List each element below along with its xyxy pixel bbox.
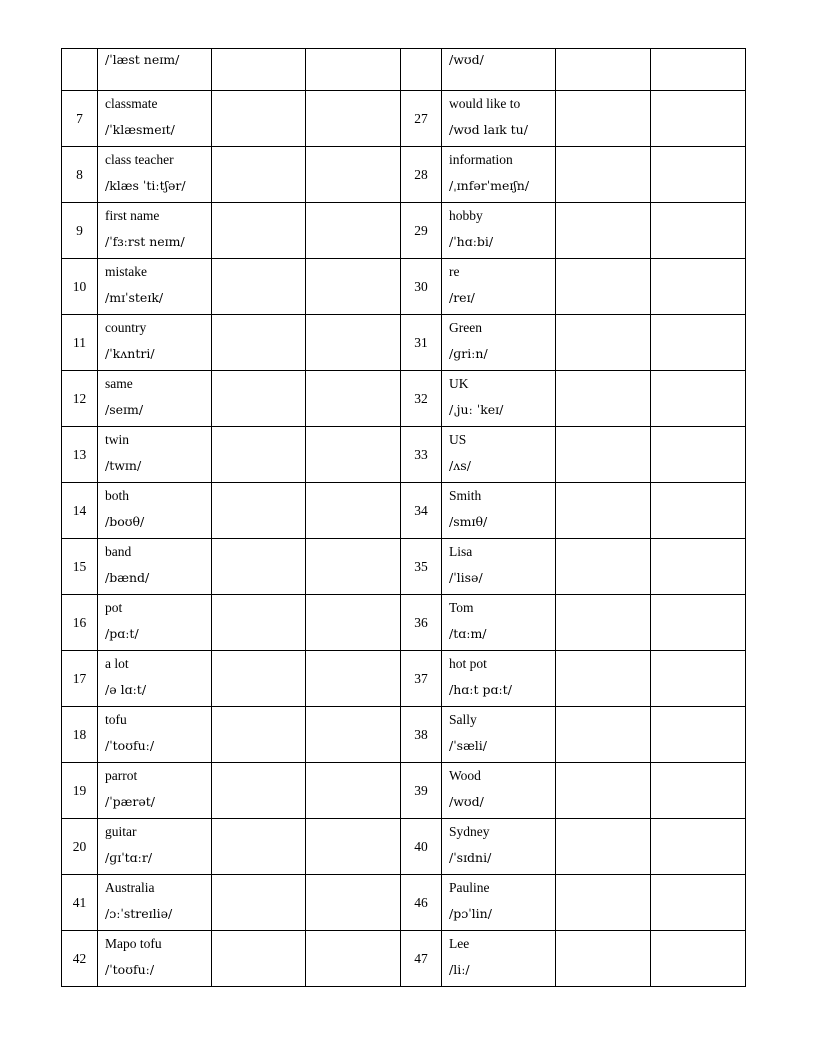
table-row <box>62 707 746 763</box>
item-number: 42 <box>72 950 87 966</box>
word-text: Lee <box>449 936 470 951</box>
phonetic-text: /wʊd/ <box>449 794 484 809</box>
word-text: tofu <box>105 712 127 727</box>
answer-cell <box>306 483 401 539</box>
item-number: 39 <box>414 782 428 798</box>
answer-cell <box>651 427 746 483</box>
table-row <box>62 483 746 539</box>
word-text: same <box>105 376 133 391</box>
left-number-cell <box>62 595 98 651</box>
phonetic-text: /ˈkʌntri/ <box>105 346 155 361</box>
answer-cell <box>651 539 746 595</box>
answer-cell <box>556 483 651 539</box>
word-text: first name <box>105 208 160 223</box>
left-number-cell <box>62 875 98 931</box>
item-number: 32 <box>414 390 428 406</box>
right-number-cell <box>401 49 442 91</box>
answer-cell <box>306 931 401 987</box>
word-text: Tom <box>449 600 474 615</box>
item-number: 47 <box>414 950 428 966</box>
item-number: 8 <box>76 166 83 182</box>
right-number-cell <box>401 651 442 707</box>
answer-cell <box>651 707 746 763</box>
word-text: classmate <box>105 96 158 111</box>
table-row <box>62 49 746 91</box>
left-word-cell <box>98 539 212 595</box>
right-word-cell <box>442 819 556 875</box>
word-text: hot pot <box>449 656 487 671</box>
answer-cell <box>651 595 746 651</box>
right-word-cell <box>442 91 556 147</box>
table-row <box>62 147 746 203</box>
answer-cell <box>651 931 746 987</box>
item-number: 36 <box>414 614 428 630</box>
answer-cell <box>306 539 401 595</box>
left-number-cell <box>62 49 98 91</box>
phonetic-text: /ˌjuː ˈkeɪ/ <box>449 402 504 417</box>
right-number-cell <box>401 763 442 819</box>
answer-cell <box>651 203 746 259</box>
answer-cell <box>556 875 651 931</box>
word-text: guitar <box>105 824 137 839</box>
item-number: 35 <box>414 558 428 574</box>
phonetic-text: /smɪθ/ <box>449 514 488 529</box>
table-row <box>62 203 746 259</box>
item-number: 13 <box>72 446 87 462</box>
word-text: class teacher <box>105 152 174 167</box>
right-number-cell <box>401 483 442 539</box>
answer-cell <box>212 427 306 483</box>
right-number-cell <box>401 147 442 203</box>
right-word-cell <box>442 427 556 483</box>
table-row <box>62 819 746 875</box>
word-text: hobby <box>449 208 483 223</box>
left-word-cell <box>98 707 212 763</box>
phonetic-text: /twɪn/ <box>105 458 142 473</box>
left-word-cell <box>98 49 212 91</box>
phonetic-text: /ˈlæst neɪm/ <box>105 52 180 67</box>
item-number: 31 <box>414 334 428 350</box>
left-word-cell <box>98 819 212 875</box>
left-number-cell <box>62 931 98 987</box>
right-number-cell <box>401 203 442 259</box>
left-word-cell <box>98 371 212 427</box>
item-number: 15 <box>72 558 87 574</box>
answer-cell <box>212 147 306 203</box>
phonetic-text: /ˈhɑːbi/ <box>449 234 494 249</box>
answer-cell <box>556 259 651 315</box>
answer-cell <box>651 483 746 539</box>
answer-cell <box>212 49 306 91</box>
left-word-cell <box>98 483 212 539</box>
item-number: 17 <box>72 670 87 686</box>
table-row <box>62 371 746 427</box>
answer-cell <box>306 819 401 875</box>
word-text: a lot <box>105 656 129 671</box>
answer-cell <box>651 651 746 707</box>
answer-cell <box>556 539 651 595</box>
answer-cell <box>651 819 746 875</box>
item-number: 9 <box>76 222 83 238</box>
item-number: 16 <box>72 614 87 630</box>
phonetic-text: /ɡriːn/ <box>449 346 488 361</box>
answer-cell <box>556 91 651 147</box>
answer-cell <box>556 371 651 427</box>
right-number-cell <box>401 427 442 483</box>
phonetic-text: /pɔˈlin/ <box>449 906 492 921</box>
answer-cell <box>556 819 651 875</box>
answer-cell <box>306 595 401 651</box>
item-number: 11 <box>73 334 86 350</box>
phonetic-text: /hɑːt pɑːt/ <box>449 682 512 697</box>
item-number: 37 <box>414 670 428 686</box>
answer-cell <box>306 763 401 819</box>
table-row <box>62 539 746 595</box>
right-word-cell <box>442 763 556 819</box>
word-text: Sydney <box>449 824 490 839</box>
answer-cell <box>306 427 401 483</box>
table-row <box>62 427 746 483</box>
right-number-cell <box>401 91 442 147</box>
vocabulary-table <box>61 48 746 987</box>
table-row <box>62 931 746 987</box>
left-number-cell <box>62 315 98 371</box>
answer-cell <box>556 203 651 259</box>
left-word-cell <box>98 315 212 371</box>
right-word-cell <box>442 371 556 427</box>
word-text: mistake <box>105 264 147 279</box>
left-word-cell <box>98 91 212 147</box>
answer-cell <box>306 707 401 763</box>
item-number: 18 <box>72 726 87 742</box>
word-text: Australia <box>105 880 155 895</box>
right-word-cell <box>442 203 556 259</box>
phonetic-text: /ˈpærət/ <box>105 794 156 809</box>
answer-cell <box>212 875 306 931</box>
left-word-cell <box>98 763 212 819</box>
word-text: UK <box>449 376 469 391</box>
left-word-cell <box>98 259 212 315</box>
left-number-cell <box>62 539 98 595</box>
phonetic-text: /ˈlisə/ <box>449 570 483 585</box>
right-word-cell <box>442 539 556 595</box>
phonetic-text: /wʊd laɪk tu/ <box>449 122 528 137</box>
phonetic-text: /seɪm/ <box>105 402 144 417</box>
item-number: 46 <box>414 894 428 910</box>
word-text: Green <box>449 320 482 335</box>
word-text: Sally <box>449 712 477 727</box>
answer-cell <box>556 49 651 91</box>
answer-cell <box>651 371 746 427</box>
phonetic-text: /ɡɪˈtɑːr/ <box>105 850 153 865</box>
left-word-cell <box>98 427 212 483</box>
word-text: parrot <box>105 768 138 783</box>
answer-cell <box>212 203 306 259</box>
answer-cell <box>212 483 306 539</box>
table-row <box>62 651 746 707</box>
answer-cell <box>651 259 746 315</box>
item-number: 29 <box>414 222 428 238</box>
left-word-cell <box>98 651 212 707</box>
answer-cell <box>556 707 651 763</box>
right-number-cell <box>401 707 442 763</box>
item-number: 41 <box>72 894 87 910</box>
right-word-cell <box>442 931 556 987</box>
answer-cell <box>306 91 401 147</box>
left-number-cell <box>62 483 98 539</box>
answer-cell <box>212 931 306 987</box>
phonetic-text: /ɔːˈstreɪliə/ <box>105 906 173 921</box>
phonetic-text: /ˈtoʊfuː/ <box>105 962 155 977</box>
left-number-cell <box>62 259 98 315</box>
item-number: 7 <box>76 110 83 126</box>
right-word-cell <box>442 49 556 91</box>
phonetic-text: /ʌs/ <box>449 458 471 473</box>
phonetic-text: /ˈsɪdni/ <box>449 850 492 865</box>
phonetic-text: /tɑːm/ <box>449 626 487 641</box>
answer-cell <box>651 91 746 147</box>
answer-cell <box>556 147 651 203</box>
left-number-cell <box>62 371 98 427</box>
answer-cell <box>556 595 651 651</box>
item-number: 12 <box>72 390 87 406</box>
right-word-cell <box>442 651 556 707</box>
word-text: Wood <box>449 768 481 783</box>
word-text: twin <box>105 432 130 447</box>
word-text: re <box>449 264 460 279</box>
word-text: pot <box>105 600 123 615</box>
phonetic-text: /ˈfɜːrst neɪm/ <box>105 234 185 249</box>
phonetic-text: /ˌɪnfərˈmeɪʃn/ <box>449 178 530 193</box>
table-row <box>62 875 746 931</box>
item-number: 14 <box>72 502 87 518</box>
phonetic-text: /mɪˈsteɪk/ <box>105 290 164 305</box>
left-number-cell <box>62 147 98 203</box>
word-text: both <box>105 488 130 503</box>
right-word-cell <box>442 707 556 763</box>
answer-cell <box>306 203 401 259</box>
answer-cell <box>212 763 306 819</box>
left-number-cell <box>62 203 98 259</box>
answer-cell <box>651 763 746 819</box>
phonetic-text: /pɑːt/ <box>105 626 139 641</box>
right-number-cell <box>401 819 442 875</box>
item-number: 40 <box>414 838 428 854</box>
word-text: US <box>449 432 467 447</box>
answer-cell <box>212 371 306 427</box>
word-text: country <box>105 320 147 335</box>
phonetic-text: /ˈsæli/ <box>449 738 488 753</box>
right-word-cell <box>442 875 556 931</box>
right-number-cell <box>401 259 442 315</box>
item-number: 28 <box>414 166 428 182</box>
word-text: information <box>449 152 513 167</box>
item-number: 20 <box>72 838 87 854</box>
table-row <box>62 315 746 371</box>
answer-cell <box>556 931 651 987</box>
item-number: 10 <box>72 278 87 294</box>
right-number-cell <box>401 595 442 651</box>
left-word-cell <box>98 875 212 931</box>
answer-cell <box>651 147 746 203</box>
right-number-cell <box>401 931 442 987</box>
answer-cell <box>556 763 651 819</box>
table-row <box>62 595 746 651</box>
answer-cell <box>212 259 306 315</box>
answer-cell <box>306 147 401 203</box>
answer-cell <box>556 315 651 371</box>
answer-cell <box>212 91 306 147</box>
phonetic-text: /liː/ <box>449 962 470 977</box>
left-number-cell <box>62 819 98 875</box>
word-text: Pauline <box>449 880 490 895</box>
answer-cell <box>651 315 746 371</box>
left-number-cell <box>62 763 98 819</box>
right-number-cell <box>401 539 442 595</box>
left-word-cell <box>98 147 212 203</box>
item-number: 38 <box>414 726 428 742</box>
answer-cell <box>212 651 306 707</box>
answer-cell <box>651 49 746 91</box>
left-word-cell <box>98 931 212 987</box>
answer-cell <box>306 49 401 91</box>
left-number-cell <box>62 707 98 763</box>
phonetic-text: /ˈklæsmeɪt/ <box>105 122 175 137</box>
answer-cell <box>306 875 401 931</box>
item-number: 34 <box>414 502 428 518</box>
answer-cell <box>212 595 306 651</box>
answer-cell <box>212 819 306 875</box>
answer-cell <box>306 315 401 371</box>
table-row <box>62 763 746 819</box>
right-word-cell <box>442 147 556 203</box>
item-number: 27 <box>414 110 428 126</box>
left-number-cell <box>62 651 98 707</box>
word-text: would like to <box>449 96 521 111</box>
left-word-cell <box>98 595 212 651</box>
answer-cell <box>306 651 401 707</box>
left-number-cell <box>62 427 98 483</box>
answer-cell <box>306 259 401 315</box>
word-text: Mapo tofu <box>105 936 162 951</box>
item-number: 19 <box>72 782 87 798</box>
table-row <box>62 259 746 315</box>
right-word-cell <box>442 259 556 315</box>
phonetic-text: /ə lɑːt/ <box>105 682 147 697</box>
phonetic-text: /klæs ˈtiːtʃər/ <box>105 178 186 193</box>
vocabulary-table-body <box>62 49 746 987</box>
right-number-cell <box>401 371 442 427</box>
answer-cell <box>556 651 651 707</box>
table-row <box>62 91 746 147</box>
phonetic-text: /reɪ/ <box>449 290 475 305</box>
right-word-cell <box>442 595 556 651</box>
phonetic-text: /bænd/ <box>105 570 150 585</box>
phonetic-text: /wʊd/ <box>449 52 484 67</box>
right-number-cell <box>401 875 442 931</box>
left-number-cell <box>62 91 98 147</box>
item-number: 30 <box>414 278 428 294</box>
word-text: Lisa <box>449 544 473 559</box>
answer-cell <box>212 707 306 763</box>
answer-cell <box>212 539 306 595</box>
phonetic-text: /boʊθ/ <box>105 514 145 529</box>
left-word-cell <box>98 203 212 259</box>
answer-cell <box>306 371 401 427</box>
answer-cell <box>212 315 306 371</box>
right-word-cell <box>442 483 556 539</box>
item-number: 33 <box>414 446 428 462</box>
right-word-cell <box>442 315 556 371</box>
phonetic-text: /ˈtoʊfuː/ <box>105 738 155 753</box>
word-text: band <box>105 544 132 559</box>
word-text: Smith <box>449 488 482 503</box>
answer-cell <box>556 427 651 483</box>
right-number-cell <box>401 315 442 371</box>
answer-cell <box>651 875 746 931</box>
